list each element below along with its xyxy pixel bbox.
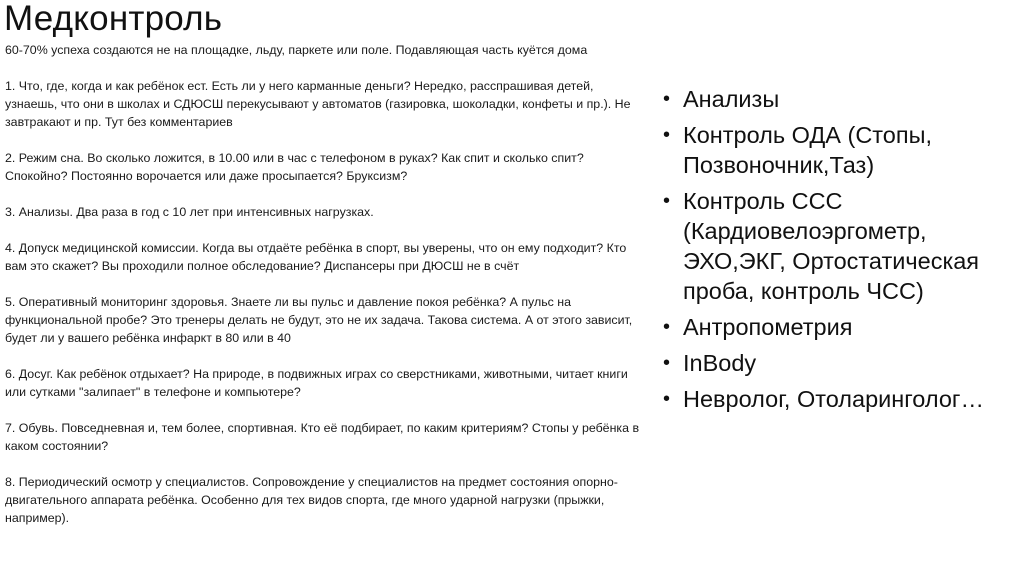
bullet-dot-icon: •	[663, 88, 671, 110]
point-paragraph: 2. Режим сна. Во сколько ложится, в 10.00 или в час с телефоном в руках? Как спит и сколько спит? Спокойно? Постоянно ворочается или даже просыпается? Бруксизм?	[5, 151, 584, 183]
bullet-text: InBody	[683, 350, 757, 376]
point-paragraph: 7. Обувь. Повседневная и, тем более, спортивная. Кто её подбирает, по каким критериям? Стопы у ребёнка в каком состоянии?	[5, 421, 640, 453]
bullet-text: Невролог, Отоларинголог…	[683, 386, 984, 412]
bullet-list	[661, 84, 1021, 414]
bullet-text: Контроль ОДА (Стопы, Позвоночник,Таз)	[683, 122, 932, 178]
point-paragraph: 4. Допуск медицинской комиссии. Когда вы отдаёте ребёнка в спорт, вы уверены, что он ему подходит? Кто вам это скажет? Вы проходили полное обследование? Диспансеры при ДЮСШ не в счёт	[5, 241, 627, 273]
bullet-dot-icon: •	[663, 124, 671, 146]
bullet-dot-icon: •	[663, 352, 671, 374]
left-text-column	[5, 41, 645, 545]
bullet-item	[661, 120, 1021, 180]
point-paragraph: 3. Анализы. Два раза в год с 10 лет при интенсивных нагрузках.	[5, 205, 374, 219]
bullet-dot-icon: •	[663, 388, 671, 410]
point-paragraph: 8. Периодический осмотр у специалистов. Сопровождение у специалистов на предмет состояния опорно-двигательного аппарата ребёнка. Особенно для тех видов спорта, где много ударной нагрузки (прыжки, например).	[5, 475, 618, 525]
bullet-dot-icon: •	[663, 316, 671, 338]
bullet-dot-icon: •	[663, 190, 671, 212]
point-paragraph: 5. Оперативный мониторинг здоровья. Знаете ли вы пульс и давление покоя ребёнка? А пульс на функциональной пробе? Это тренеры делать не будут, это не их задача. Такова система. А от этого зависит, будет ли у вашего ребёнка инфаркт в 80 или в 40	[5, 295, 633, 345]
bullet-text: Антропометрия	[683, 314, 853, 340]
bullet-item	[661, 384, 1021, 414]
bullet-item	[661, 186, 1021, 306]
right-bullet-column	[661, 84, 1021, 420]
point-paragraph: 6. Досуг. Как ребёнок отдыхает? На природе, в подвижных играх со сверстниками, животными, читает книги или сутками "залипает" в телефоне и компьютере?	[5, 367, 628, 399]
bullet-text: Контроль ССС (Кардиовелоэргометр, ЭХО,ЭКГ, Ортостатическая проба, контроль ЧСС)	[683, 188, 980, 304]
bullet-item	[661, 312, 1021, 342]
bullet-item	[661, 348, 1021, 378]
intro-paragraph: 60-70% успеха создаются не на площадке, льду, паркете или поле. Подавляющая часть куётся дома	[5, 43, 588, 57]
bullet-item	[661, 84, 1021, 114]
slide-title: Медконтроль	[4, 0, 223, 38]
point-paragraph: 1. Что, где, когда и как ребёнок ест. Есть ли у него карманные деньги? Нередко, расспрашивая детей, узнаешь, что они в школах и СДЮСШ перекусывают у автоматов (газировка, шоколадки, конфеты и пр.). Не завтракают и пр. Тут без комментариев	[5, 79, 631, 129]
bullet-text: Анализы	[683, 86, 780, 112]
